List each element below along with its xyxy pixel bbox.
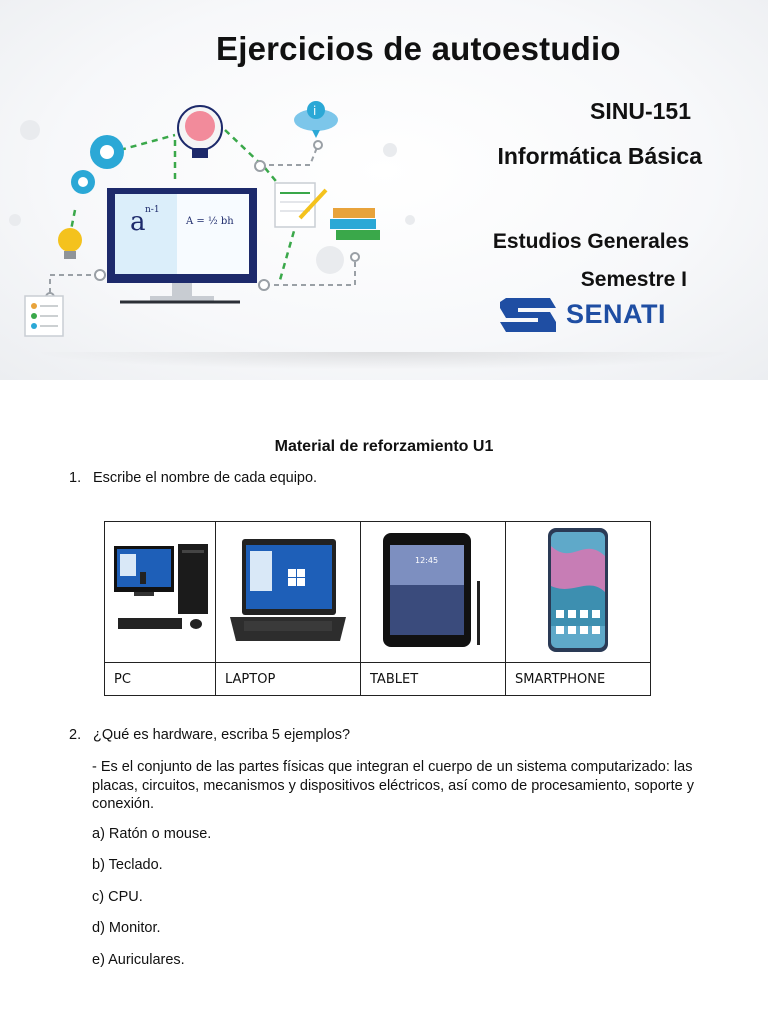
example-item: c) CPU.	[92, 889, 143, 905]
laptop-image	[224, 535, 352, 645]
education-illustration	[0, 90, 420, 350]
question-text: Escribe el nombre de cada equipo.	[93, 470, 318, 486]
question-number: 2.	[69, 727, 82, 743]
semester-label: Semestre I	[580, 268, 687, 291]
device-label: LAPTOP	[216, 663, 361, 696]
devices-table	[104, 521, 651, 696]
device-cell	[105, 522, 216, 663]
svg-text:A = ½ bh: A = ½ bh	[186, 216, 234, 227]
question-number: 1.	[69, 470, 82, 486]
question-2	[69, 727, 350, 743]
example-item: b) Teclado.	[92, 857, 163, 873]
device-label: TABLET	[361, 663, 506, 696]
books-icon	[330, 208, 380, 240]
banner-shadow	[30, 352, 738, 370]
svg-text:a: a	[130, 207, 146, 237]
svg-text:i: i	[313, 104, 317, 118]
senati-logo	[498, 292, 698, 338]
device-cell	[361, 522, 506, 663]
course-name: Informática Básica	[497, 143, 702, 169]
smartphone-image	[543, 526, 613, 654]
document-title: Ejercicios de autoestudio	[216, 30, 621, 67]
example-item: a) Ratón o mouse.	[92, 826, 212, 842]
question-1	[69, 470, 317, 486]
device-label: SMARTPHONE	[506, 663, 651, 696]
device-label: PC	[105, 663, 216, 696]
tablet-image	[373, 529, 493, 651]
section-title: Material de reforzamiento U1	[274, 438, 494, 455]
notepad-icon	[275, 183, 326, 227]
senati-logo-icon	[498, 292, 558, 338]
course-code: SINU-151	[590, 98, 691, 124]
logo-wordmark: SENATI	[566, 299, 667, 329]
desktop-pc-image	[110, 542, 210, 638]
header-banner	[0, 0, 768, 380]
brain-bulb-icon	[178, 106, 222, 158]
program-name: Estudios Generales	[492, 230, 689, 253]
gear-icon	[71, 135, 124, 194]
lightbulb-icon	[58, 228, 82, 259]
hardware-definition: - Es el conjunto de las partes físicas que integran el cuerpo de un sistema computarizado: las placas, circuitos, mecanismos y dispositivos eléctricos, así como de procesamiento, soporte y conexión.	[92, 759, 694, 812]
device-cell	[506, 522, 651, 663]
device-cell	[216, 522, 361, 663]
info-cloud-icon	[294, 101, 338, 138]
monitor-icon	[107, 188, 257, 302]
example-item: e) Auriculares.	[92, 952, 185, 968]
svg-text:n-1: n-1	[145, 205, 160, 215]
question-text: ¿Qué es hardware, escriba 5 ejemplos?	[93, 727, 351, 743]
svg-text:12:45: 12:45	[415, 555, 439, 565]
example-item: d) Monitor.	[92, 920, 161, 936]
checklist-icon	[25, 296, 63, 336]
